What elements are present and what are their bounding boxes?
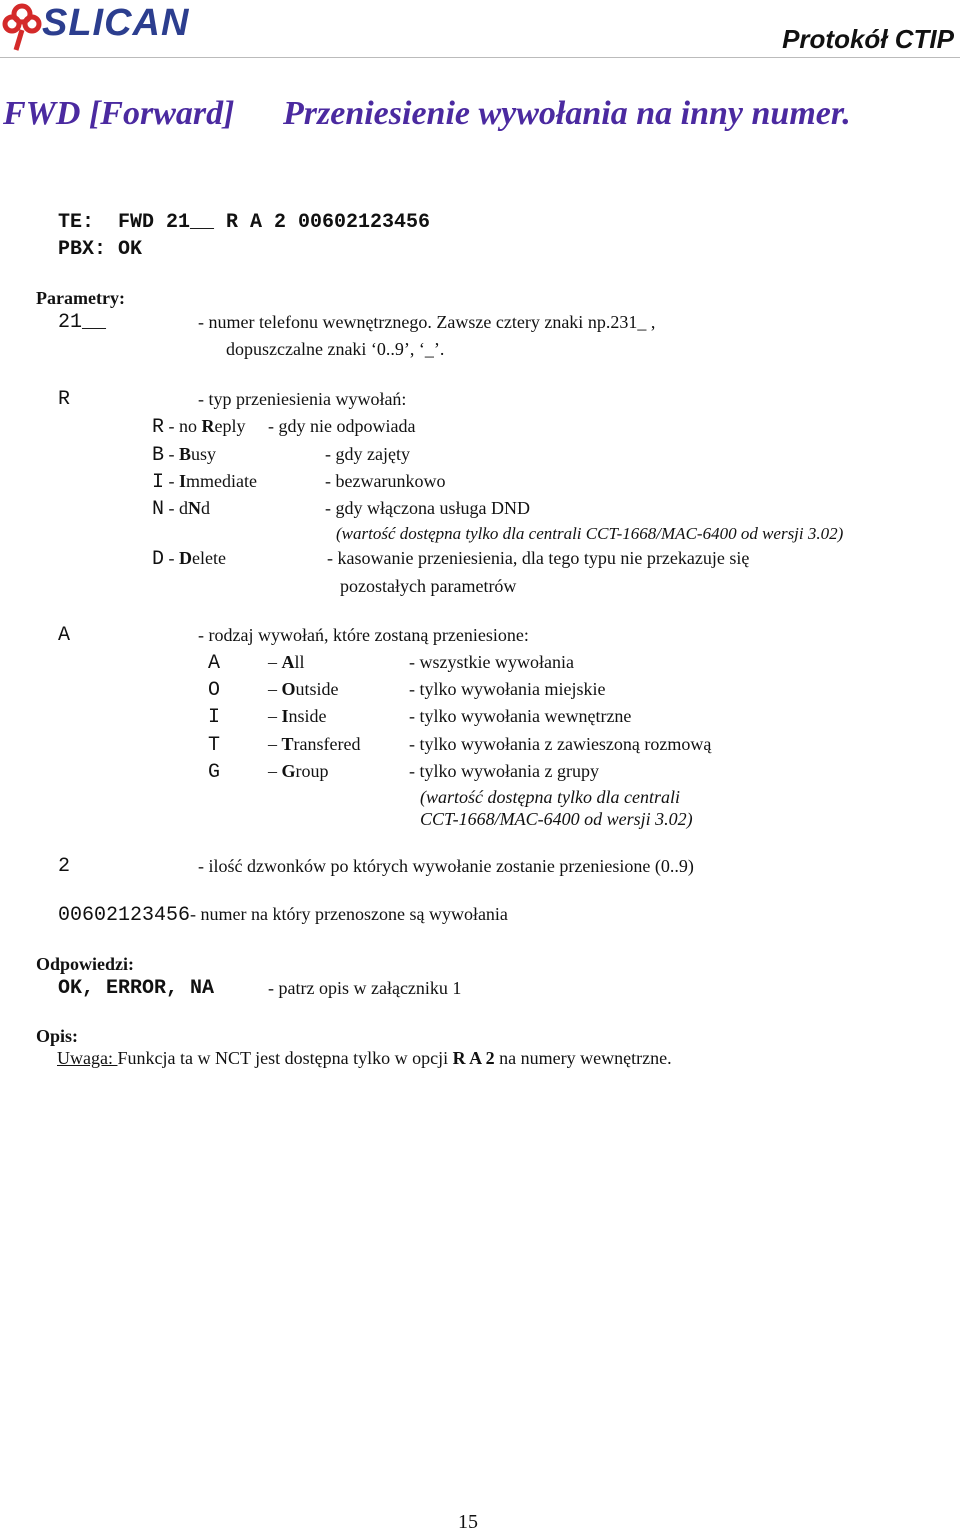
a-item-all-code: A xyxy=(208,652,221,675)
a-group-note-line1: (wartość dostępna tylko dla centrali xyxy=(420,787,680,807)
logo-flower-icon xyxy=(2,2,42,52)
r-item-delete: D - Delete xyxy=(152,548,226,571)
opis-text: Uwaga: Funkcja ta w NCT jest dostępna tylko w opcji R A 2 na numery wewnętrzne. xyxy=(57,1048,672,1068)
param-a-desc: - rodzaj wywołań, które zostaną przeniesione: xyxy=(198,625,529,645)
a-item-inside-label: – Inside xyxy=(268,706,327,726)
param-21-name: 21__ xyxy=(58,311,107,334)
param-r-desc: - typ przeniesienia wywołań: xyxy=(198,389,407,409)
param-a-name: A xyxy=(58,624,71,647)
odpowiedzi-desc: - patrz opis w załączniku 1 xyxy=(268,978,462,998)
param-number-desc: - numer na który przenoszone są wywołania xyxy=(190,904,508,924)
r-item-dnd-note: (wartość dostępna tylko dla centrali CCT-1668/MAC-6400 od wersji 3.02) xyxy=(336,524,844,543)
header-divider xyxy=(0,57,960,58)
r-item-immediate-desc: - bezwarunkowo xyxy=(325,471,446,491)
r-item-busy-desc: - gdy zajęty xyxy=(325,444,410,464)
command-description: Przeniesienie wywołania na inny numer. xyxy=(283,95,851,132)
a-item-inside-code: I xyxy=(208,706,221,729)
page-number: 15 xyxy=(458,1511,478,1533)
document-title: Protokół CTIP xyxy=(782,24,954,54)
logo xyxy=(2,2,222,54)
param-21-desc-cont: dopuszczalne znaki ‘0..9’, ‘_’. xyxy=(226,339,445,359)
a-item-outside-desc: - tylko wywołania miejskie xyxy=(409,679,606,699)
r-item-dnd-desc: - gdy włączona usługa DND xyxy=(325,498,530,518)
param-2-name: 2 xyxy=(58,855,71,878)
param-number-value: 00602123456 xyxy=(58,904,191,927)
r-item-busy: B - Busy xyxy=(152,444,217,467)
a-item-outside-code: O xyxy=(208,679,221,702)
a-item-group-code: G xyxy=(208,761,221,784)
r-item-delete-desc: - kasowanie przeniesienia, dla tego typu nie przekazuje się xyxy=(327,548,750,568)
r-item-reply-desc: - gdy nie odpowiada xyxy=(268,416,416,436)
a-group-note-line2: CCT-1668/MAC-6400 od wersji 3.02) xyxy=(420,809,693,829)
parametry-heading: Parametry: xyxy=(36,288,125,308)
a-item-outside-label: – Outside xyxy=(268,679,339,699)
r-item-immediate: I - Immediate xyxy=(152,471,258,494)
param-r-name: R xyxy=(58,388,71,411)
r-item-dnd: N - dNd xyxy=(152,498,211,521)
r-item-delete-desc-cont: pozostałych parametrów xyxy=(340,576,517,596)
logo-text: SLICAN xyxy=(42,2,190,44)
param-number xyxy=(58,904,508,927)
a-item-transfered-label: – Transfered xyxy=(268,734,361,754)
opis-heading: Opis: xyxy=(36,1026,79,1046)
a-item-inside-desc: - tylko wywołania wewnętrzne xyxy=(409,706,632,726)
example-line-te: TE: FWD 21__ R A 2 00602123456 xyxy=(58,211,431,234)
a-item-transfered-desc: - tylko wywołania z zawieszoną rozmową xyxy=(409,734,712,754)
a-item-transfered-code: T xyxy=(208,734,221,757)
command-title: FWD [Forward] xyxy=(3,95,235,132)
odpowiedzi-codes: OK, ERROR, NA xyxy=(58,977,215,1000)
r-item-reply: R - no Reply xyxy=(152,416,246,439)
a-item-group-desc: - tylko wywołania z grupy xyxy=(409,761,599,781)
opis-uwaga: Uwaga: xyxy=(57,1048,118,1068)
param-2-desc: - ilość dzwonków po których wywołanie zostanie przeniesione (0..9) xyxy=(198,856,694,876)
odpowiedzi-heading: Odpowiedzi: xyxy=(36,954,135,974)
a-item-all-label: – All xyxy=(268,652,305,672)
param-21-desc: - numer telefonu wewnętrznego. Zawsze cztery znaki np.231_ , xyxy=(198,312,656,332)
a-item-group-label: – Group xyxy=(268,761,329,781)
example-line-pbx: PBX: OK xyxy=(58,238,143,261)
a-item-all-desc: - wszystkie wywołania xyxy=(409,652,574,672)
